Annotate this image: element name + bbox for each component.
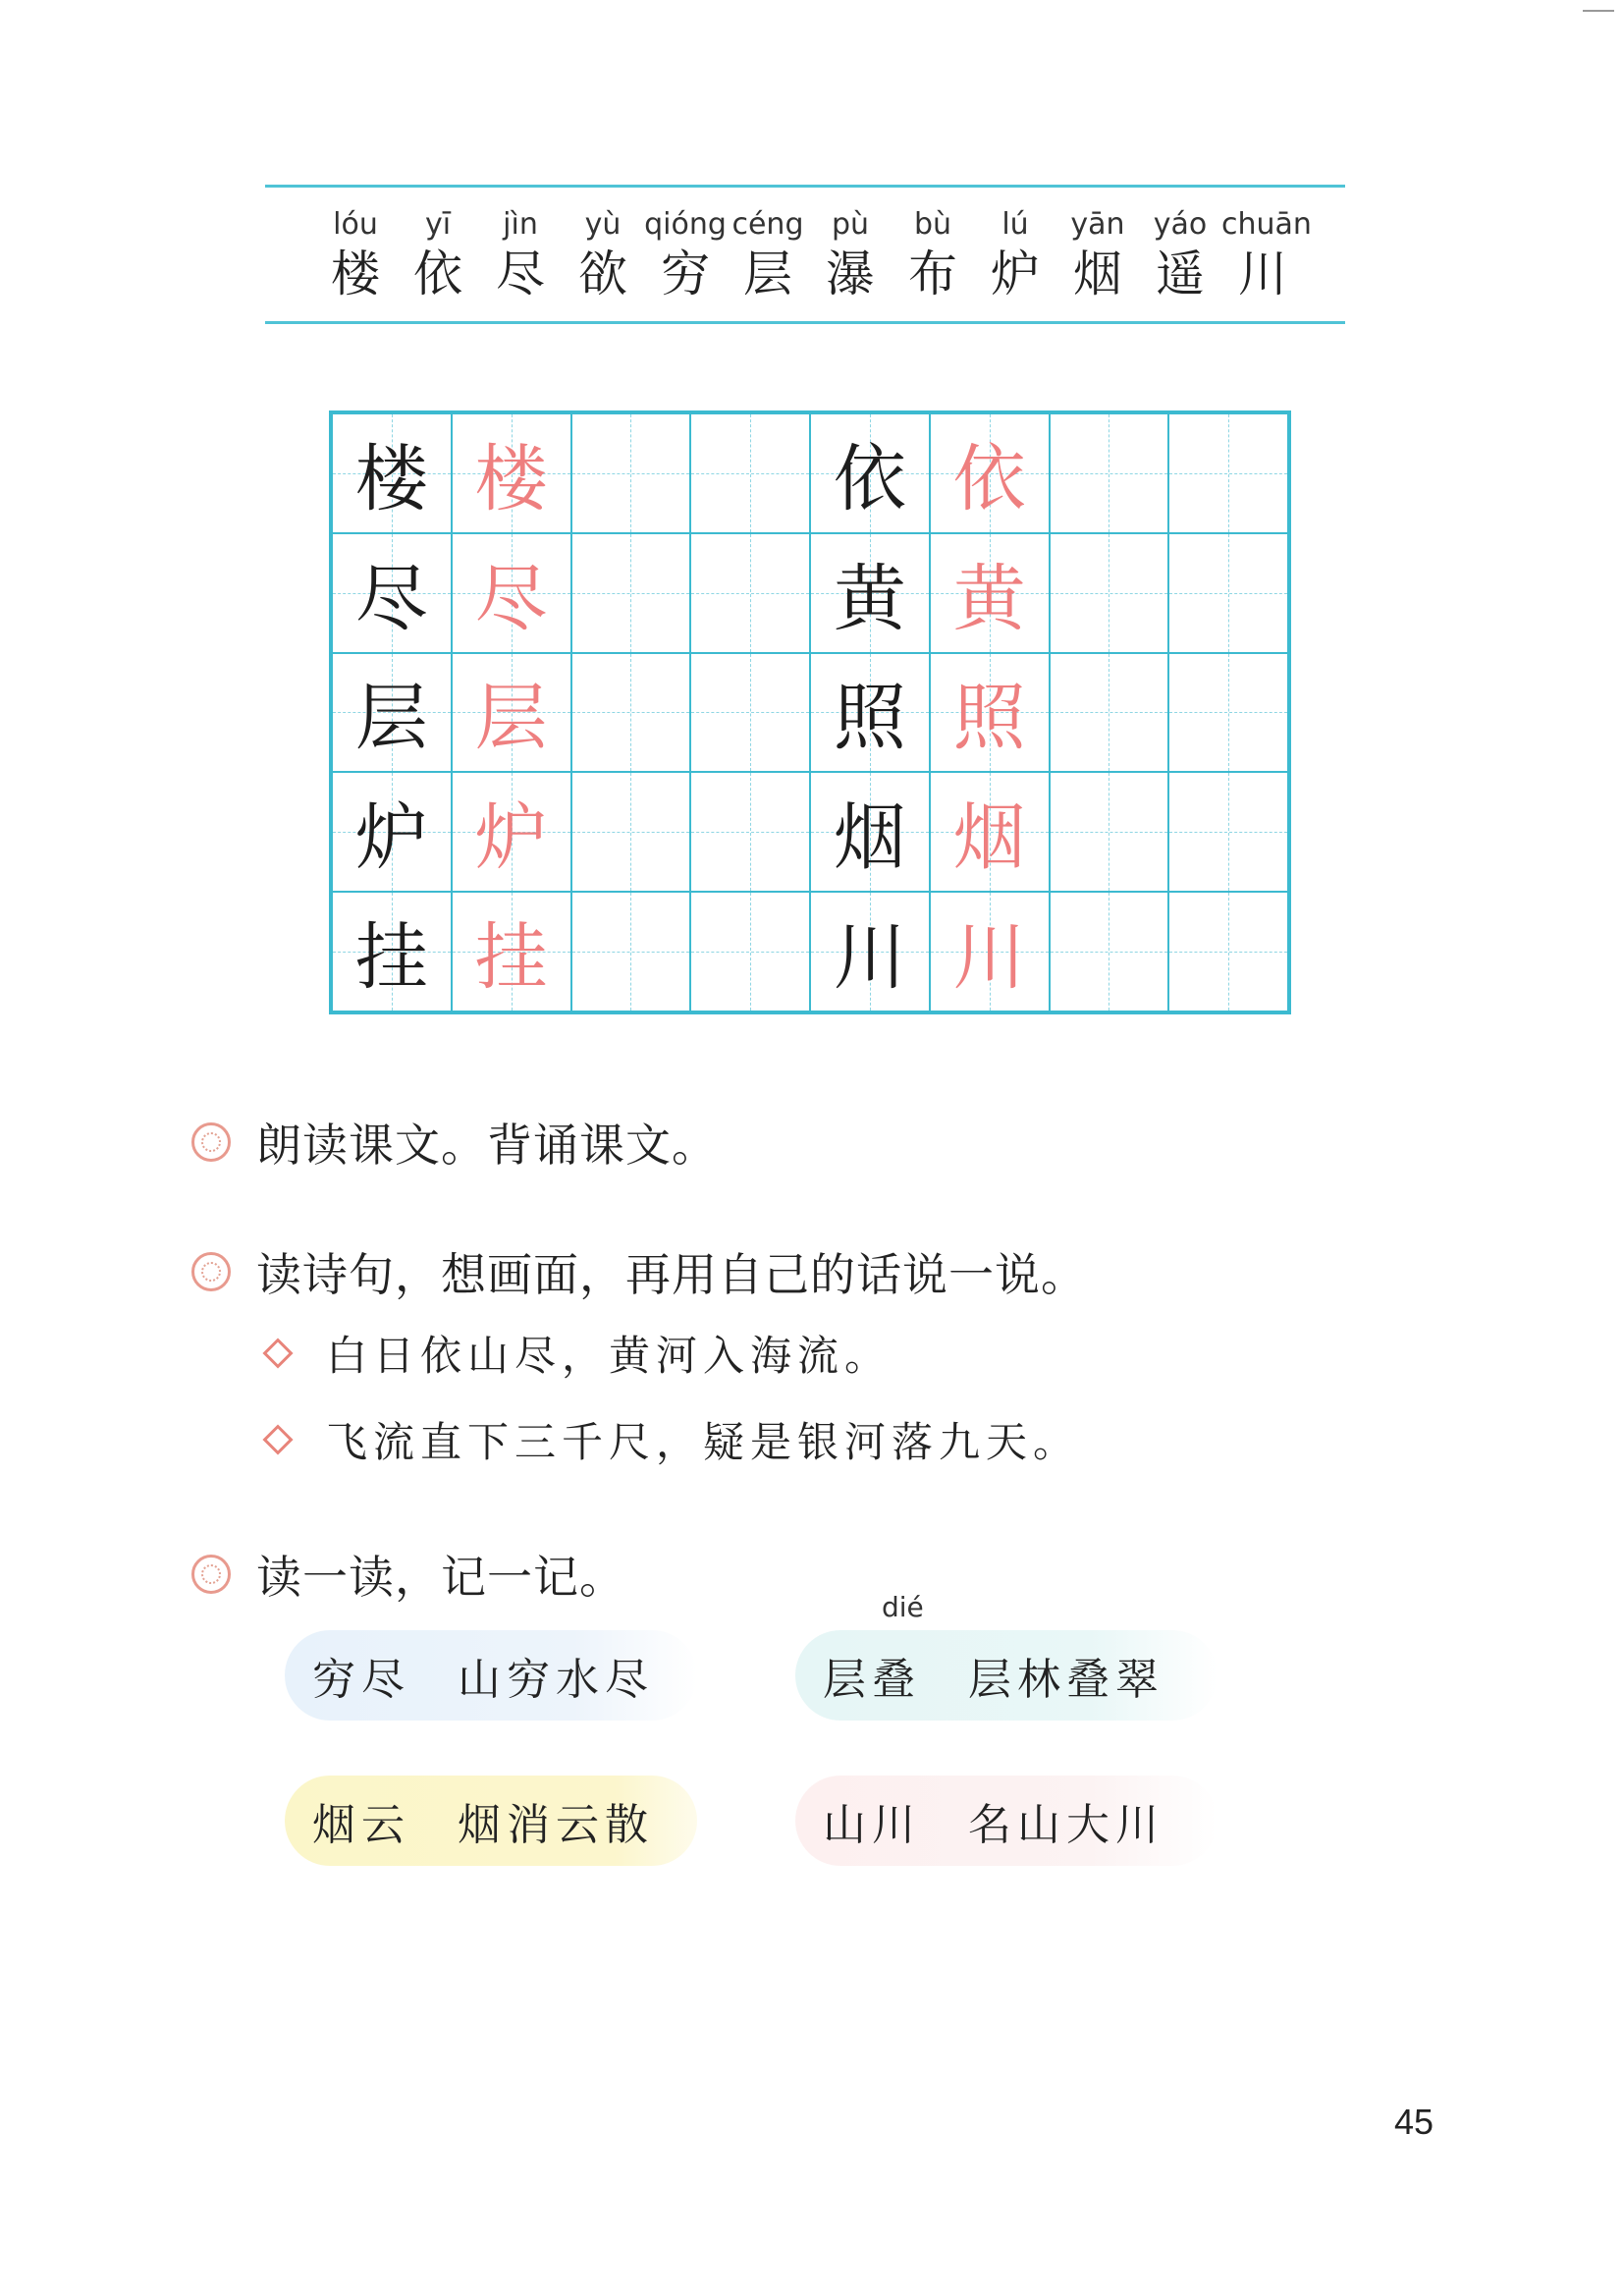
rec-char: 依 (413, 246, 462, 302)
diamond-bullet-icon (262, 1424, 293, 1454)
model-char-cell (332, 533, 452, 653)
rec-item-3 (562, 206, 644, 304)
poem-line-text: 白日依山尽，黄河入海流。 (326, 1332, 893, 1380)
exercise-1 (191, 1110, 718, 1175)
rec-pinyin: lóu (333, 207, 378, 242)
rec-pinyin: jìn (503, 207, 538, 242)
trace-char: 依 (952, 436, 1026, 521)
exercise-2-text: 读诗句，想画面，再用自己的话说一说。 (256, 1248, 1087, 1301)
rec-pinyin: qióng (644, 207, 727, 242)
practice-cell (690, 653, 810, 773)
rec-item-11 (1221, 206, 1312, 304)
rec-char: 欲 (578, 246, 627, 302)
word-pinyin: dié (882, 1591, 924, 1623)
model-char-cell (810, 413, 930, 533)
trace-char: 楼 (474, 436, 548, 521)
exercise-bullet-icon (191, 1555, 231, 1594)
idiom: 山穷水尽 (458, 1655, 654, 1705)
word: 山川 (823, 1800, 921, 1850)
practice-cell (1168, 533, 1288, 653)
rec-pinyin: yī (424, 207, 452, 242)
model-char: 依 (833, 436, 906, 521)
trace-char-cell (452, 772, 571, 892)
practice-cell (1050, 533, 1169, 653)
rec-char: 烟 (1073, 246, 1122, 302)
word-group-2 (795, 1591, 1217, 1721)
corner-mark (1583, 10, 1614, 12)
model-char: 照 (833, 676, 906, 761)
trace-char: 尽 (474, 556, 548, 641)
rec-pinyin: céng (731, 207, 804, 242)
practice-cell (690, 772, 810, 892)
model-char-cell (810, 533, 930, 653)
trace-char-cell (452, 892, 571, 1011)
model-char: 尽 (354, 556, 428, 641)
rec-item-4 (644, 206, 727, 304)
rec-char: 楼 (331, 246, 380, 302)
trace-char: 挂 (474, 915, 548, 1001)
rec-pinyin: yáo (1153, 207, 1208, 242)
model-char-cell (332, 892, 452, 1011)
word-group-4 (795, 1776, 1217, 1866)
practice-cell (690, 892, 810, 1011)
exercise-2 (191, 1239, 1087, 1304)
trace-char-cell (930, 772, 1050, 892)
rec-item-0 (314, 206, 397, 304)
rec-pinyin: bù (913, 207, 952, 242)
exercise-3 (191, 1542, 625, 1607)
recognition-band (265, 185, 1345, 324)
word: 烟云 (312, 1800, 410, 1850)
practice-cell (571, 413, 691, 533)
rec-char: 瀑 (826, 246, 875, 302)
trace-char: 照 (952, 676, 1026, 761)
recognition-chars (314, 206, 1312, 304)
model-char-cell (332, 413, 452, 533)
model-char: 楼 (354, 436, 428, 521)
trace-char-cell (930, 653, 1050, 773)
rec-item-10 (1139, 206, 1221, 304)
exercise-bullet-icon (191, 1252, 231, 1291)
model-char-cell (810, 772, 930, 892)
rec-char: 布 (908, 246, 957, 302)
rec-pinyin: lú (1001, 207, 1029, 242)
practice-cell (1168, 772, 1288, 892)
practice-cell (690, 413, 810, 533)
idiom: 烟消云散 (458, 1800, 654, 1850)
trace-char-cell (930, 892, 1050, 1011)
idiom: 层林叠翠 (968, 1655, 1164, 1705)
trace-char: 川 (952, 915, 1026, 1001)
model-char-cell (332, 653, 452, 773)
practice-cell (690, 533, 810, 653)
practice-cell (1168, 892, 1288, 1011)
practice-cell (571, 533, 691, 653)
rec-item-5 (727, 206, 809, 304)
rec-item-6 (809, 206, 892, 304)
trace-char-cell (930, 533, 1050, 653)
word: 层叠 (823, 1655, 921, 1705)
rec-char: 穷 (661, 246, 710, 302)
exercise-bullet-icon (191, 1122, 231, 1162)
rec-item-8 (974, 206, 1056, 304)
practice-cell (1050, 772, 1169, 892)
idiom: 名山大川 (968, 1800, 1164, 1850)
rec-item-2 (479, 206, 562, 304)
model-char-cell (332, 772, 452, 892)
word-group-3 (285, 1776, 697, 1866)
poem-line-1 (267, 1324, 892, 1383)
model-char-cell (810, 892, 930, 1011)
rec-item-9 (1056, 206, 1139, 304)
practice-cell (571, 772, 691, 892)
writing-grid (329, 410, 1291, 1014)
model-char: 挂 (354, 915, 428, 1001)
model-char: 炉 (354, 795, 428, 881)
band-top-line (265, 185, 1345, 188)
rec-pinyin: yù (584, 207, 622, 242)
word-group-1 (285, 1630, 697, 1721)
poem-line-text: 飞流直下三千尺，疑是银河落九天。 (326, 1418, 1081, 1466)
model-char: 层 (354, 676, 428, 761)
exercise-3-text: 读一读，记一记。 (256, 1551, 625, 1604)
trace-char: 层 (474, 676, 548, 761)
model-char: 黄 (833, 556, 906, 641)
practice-cell (1050, 892, 1169, 1011)
trace-char: 炉 (474, 795, 548, 881)
diamond-bullet-icon (262, 1338, 293, 1368)
practice-cell (1168, 413, 1288, 533)
band-bottom-line (265, 321, 1345, 324)
practice-cell (1050, 413, 1169, 533)
rec-pinyin: chuān (1221, 207, 1312, 242)
trace-char: 烟 (952, 795, 1026, 881)
poem-line-2 (267, 1410, 1080, 1469)
rec-char: 遥 (1156, 246, 1205, 302)
rec-pinyin: pù (831, 207, 870, 242)
model-char-cell (810, 653, 930, 773)
trace-char-cell (452, 533, 571, 653)
rec-item-1 (397, 206, 479, 304)
rec-char: 层 (743, 246, 792, 302)
rec-char: 炉 (991, 246, 1040, 302)
rec-char: 川 (1238, 246, 1287, 302)
rec-char: 尽 (496, 246, 545, 302)
practice-cell (571, 653, 691, 773)
practice-cell (1050, 653, 1169, 773)
trace-char-cell (452, 653, 571, 773)
rec-item-7 (892, 206, 974, 304)
model-char: 烟 (833, 795, 906, 881)
trace-char: 黄 (952, 556, 1026, 641)
practice-cell (1168, 653, 1288, 773)
model-char: 川 (833, 915, 906, 1001)
page-number: 45 (1394, 2102, 1434, 2142)
trace-char-cell (930, 413, 1050, 533)
word: 穷尽 (312, 1655, 410, 1705)
exercise-1-text: 朗读课文。背诵课文。 (256, 1119, 718, 1172)
rec-pinyin: yān (1070, 207, 1125, 242)
trace-char-cell (452, 413, 571, 533)
practice-cell (571, 892, 691, 1011)
